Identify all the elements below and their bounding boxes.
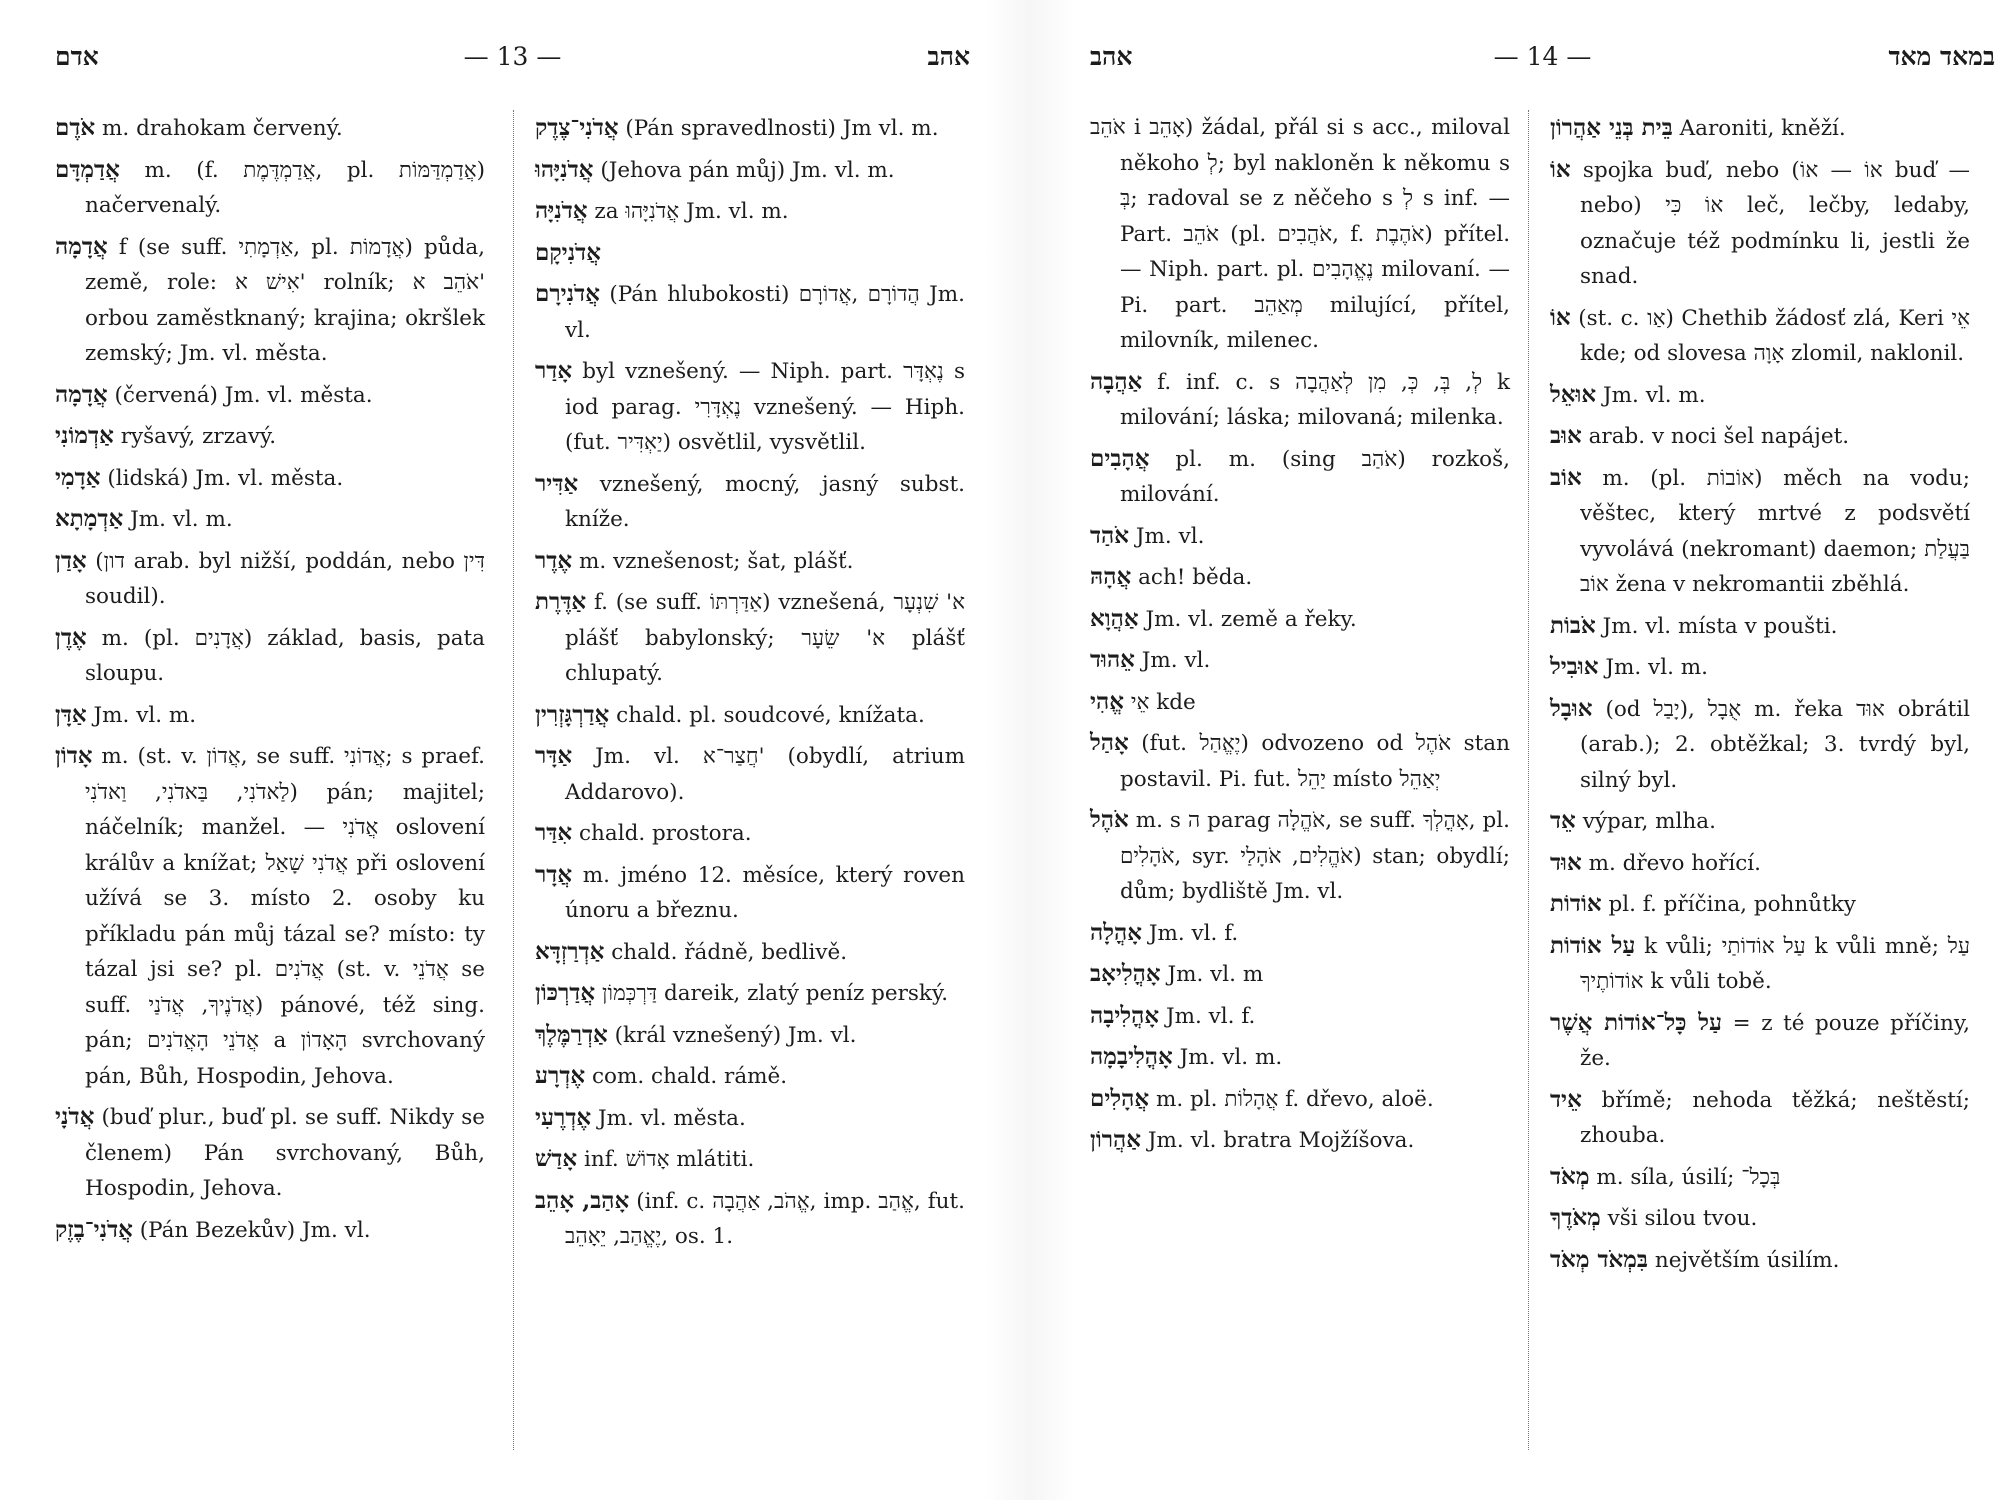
- headword: אָדוֹן: [55, 742, 93, 769]
- headword: אֱהִי: [1090, 687, 1125, 715]
- headword: אֲדֹנִי־בֶזֶק: [55, 1215, 133, 1243]
- definition: Jm. vl. m.: [1605, 655, 1708, 680]
- dictionary-entry: [1550, 460, 1970, 603]
- dictionary-entry: [535, 466, 965, 538]
- headword: אָדַשׁ: [535, 1145, 578, 1172]
- column: [535, 110, 965, 1260]
- headword: עַל אוֹדוֹת: [1550, 931, 1636, 959]
- dictionary-entry: [1550, 803, 1970, 840]
- dictionary-entry: [1090, 642, 1510, 679]
- definition: Jm. vl. země a řeky.: [1145, 606, 1357, 632]
- dictionary-entry: [1090, 998, 1510, 1035]
- definition: m. (pl. אֲדָנִים) základ, basis, pata sloupu.: [85, 625, 485, 686]
- dictionary-entry: [55, 1099, 485, 1207]
- book-gutter: [985, 0, 1075, 1500]
- dictionary-entry: [535, 543, 965, 580]
- headword: אָדַן: [55, 546, 87, 574]
- headword: אוּאֵל: [1550, 380, 1597, 408]
- dictionary-entry: [1090, 1039, 1510, 1076]
- headword: אֲדֹנִיָּהוּ: [535, 155, 594, 183]
- headword: אַדֶּרֶת: [535, 588, 587, 615]
- definition: m. (st. v. אֲדוֹן, se suff. אֲדוֹנִי; s praef. לַאדֹנִי, בַּאדֹנִי, וַאדֹנִי) pán; majitel; náčelník; manžel. — אֲדֹנִי oslovení králův a knížat; אֲדֹנִי שָׁאַל při oslovení užívá se 3. místo 2. osoby ku příkladu pán můj tázal se? místo: ty tázal jsi se? pl. אֲדֹנִים (st. v. אֲדֹנֵי se suff. אֲדֹנֶיךָ, אֲדֹנַי) pánové, též sing. pán; אֲדֹנֵי הָאֲדֹנִים a הָאָדוֹן svrchovaný pán, Bůh, Hospodin, Jehova.: [85, 744, 486, 1089]
- dictionary-entry: [535, 1058, 965, 1095]
- dictionary-entry: [1090, 684, 1510, 721]
- definition: (od יָבַל), אֻבָל m. řeka אוּד obrátil (arab.); 2. obtěžkal; 3. tvrdý byl, silný byl.: [1580, 696, 1970, 793]
- dictionary-entry: [1550, 845, 1970, 882]
- dictionary-entry: [1550, 152, 1970, 295]
- definition: chald. pl. soudcové, knížata.: [616, 702, 925, 728]
- definition: byl vznešený. — Niph. part. נֶאְדָּר s iod parag. נֶאְדָּרִי vznešený. — Hiph. (fut. יַאְדִּיר) osvětlil, vysvětlil.: [565, 359, 965, 455]
- page-header: [55, 42, 970, 82]
- definition: Jm. vl. m.: [1603, 382, 1706, 408]
- headword: אַדְמוֹנִי: [55, 422, 114, 449]
- definition: Jm. vl. bratra Mojžíšova.: [1147, 1128, 1415, 1153]
- dictionary-entry: [1090, 1081, 1510, 1118]
- headword: אֹבוֹת: [1550, 611, 1596, 639]
- dictionary-entry: [1090, 1122, 1510, 1159]
- definition: Jm. vl. f.: [1165, 1003, 1256, 1029]
- definition: výpar, mlha.: [1582, 809, 1716, 834]
- dictionary-entry: [1090, 518, 1510, 555]
- headword: אָהֳלִיאָב: [1090, 960, 1161, 987]
- headword: אַדְרַמֶּלֶךְ: [535, 1020, 608, 1048]
- definition: (דון arab. byl nižší, poddán, nebo דִּין soudil).: [85, 548, 485, 609]
- headword: אֲהָבִים: [1090, 444, 1150, 472]
- dictionary-entry: [535, 738, 965, 810]
- dictionary-entry: [1090, 915, 1510, 952]
- definition: = z té pouze příčiny, že.: [1580, 1010, 1970, 1071]
- dictionary-entry: [55, 697, 485, 734]
- headword: אֲדָר: [535, 860, 573, 888]
- dictionary-entry: [535, 1141, 965, 1178]
- definition: אֵי kde: [1130, 689, 1196, 715]
- definition: Jm. vl. m.: [1179, 1045, 1283, 1070]
- definition: Jm. vl.: [1135, 523, 1205, 549]
- definition: (červená) Jm. vl. města.: [114, 382, 373, 408]
- definition: pl. f. příčina, pohnůtky: [1608, 892, 1856, 917]
- dictionary-entry: [1090, 725, 1510, 797]
- dictionary-entry: [1550, 691, 1970, 799]
- definition: (st. c. אַו) Chethib žádosť zlá, Keri אֵי kde; od slovesa אָוָה zlomil, naklonil.: [1578, 305, 1970, 366]
- definition: Jm. vl. חֲצַר־א' (obydlí, atrium Addarovo).: [565, 744, 965, 805]
- dictionary-entry: [535, 235, 965, 272]
- headword: אֲדֹנִירָם: [535, 280, 600, 307]
- dictionary-entry: [535, 934, 965, 971]
- headword: אֲדֹנִיקָם: [535, 238, 602, 266]
- definition: ach! běda.: [1138, 565, 1253, 590]
- headword: בִּמְאֹד מְאֹד: [1550, 1245, 1649, 1273]
- headword: אַהֲוָא: [1090, 604, 1139, 632]
- dictionary-entry: [1550, 1082, 1970, 1154]
- headword: אֲדַמְדָּם: [55, 155, 120, 183]
- definition: inf. אָדוֹשׁ mlátiti.: [583, 1147, 755, 1172]
- dictionary-entry: [535, 353, 965, 461]
- guide-word-left: אהב: [1090, 42, 1133, 71]
- column-divider: [1528, 110, 1529, 1450]
- definition: m. jméno 12. měsíce, který roven únoru a březnu.: [565, 862, 965, 923]
- dictionary-entry: [55, 1212, 485, 1249]
- dictionary-entry: [1090, 601, 1510, 638]
- headword: אוּבִיל: [1550, 653, 1599, 680]
- headword: אֶדֶן: [55, 623, 87, 651]
- headword: אַהֲרוֹן: [1090, 1126, 1142, 1153]
- headword: אִדַּר: [535, 819, 573, 846]
- definition: m. (f. אֲדַמְדֶּמֶת, pl. אֲדַמְדַּמּוֹת) načervenalý.: [85, 157, 485, 218]
- definition: vši silou tvou.: [1607, 1206, 1758, 1231]
- dictionary-entry: [535, 1183, 965, 1255]
- dictionary-entry: [1090, 441, 1510, 513]
- dictionary-entry: [535, 1100, 965, 1137]
- dictionary-entry: [1550, 110, 1970, 147]
- definition: Jm. vl. místa v poušti.: [1602, 613, 1838, 639]
- headword: אַדְמָתָא: [55, 505, 124, 532]
- dictionary-entry: [55, 418, 485, 455]
- dictionary-entry: [1550, 1242, 1970, 1279]
- definition: pl. m. (sing אֹהַב) rozkoš, milování.: [1120, 446, 1510, 507]
- dictionary-entry: [535, 815, 965, 852]
- definition: (buď plur., buď pl. se suff. Nikdy se členem) Pán svrchovaný, Bůh, Hospodin, Jehova.: [85, 1105, 485, 1201]
- headword: אֹהַד: [1090, 521, 1130, 549]
- column: [1090, 110, 1510, 1164]
- headword: אֵד: [1550, 807, 1576, 834]
- headword: אָהַל: [1090, 729, 1129, 756]
- headword: אֲדָמָה: [55, 380, 108, 408]
- dictionary-entry: [55, 501, 485, 538]
- dictionary-entry: [55, 377, 485, 414]
- definition: (Pán hlubokosti) הֲדוֹרָם ,אֲדוֹרָם Jm. vl.: [565, 282, 965, 343]
- dictionary-entry: [55, 229, 485, 372]
- definition: (král vznešený) Jm. vl.: [614, 1022, 857, 1048]
- definition: m. (pl. אוֹבוֹת) měch na vodu; věštec, který mrtvé z podsvětí vyvolává (nekromant) daemon; בַּעֲלַת אוֹב žena v nekromantii zběhlá.: [1580, 465, 1970, 597]
- dictionary-entry: [1090, 364, 1510, 436]
- headword: מְאֹדֶךָ: [1550, 1204, 1601, 1231]
- headword: אֲהָהּ: [1090, 563, 1132, 590]
- headword: אֲדֹנִיָּה: [535, 197, 588, 224]
- definition: Jm. vl. f.: [1148, 920, 1239, 946]
- definition: com. chald. rámě.: [592, 1064, 788, 1089]
- dictionary-entry: [1090, 956, 1510, 993]
- guide-word-right: במאד מאד: [1888, 42, 1995, 71]
- headword: אֲדַרְגָּזְרִין: [535, 700, 610, 728]
- definition: m. s ה parag אֹהֱלָה, se suff. אָהֳלְךָ, pl. אֹהָלִים, syr. אֹהֱלִים, אֹהָלַי) stan; obydlí; dům; bydliště Jm. vl.: [1120, 808, 1510, 904]
- definition: Jm. vl.: [1141, 648, 1211, 673]
- headword: אַדִּיר: [535, 469, 579, 497]
- dictionary-entry: [55, 152, 485, 224]
- dictionary-entry: [55, 543, 485, 615]
- dictionary-entry: [1550, 377, 1970, 414]
- definition: Jm. vl. m.: [93, 702, 197, 728]
- headword: אוּב: [1550, 422, 1582, 449]
- headword: אַדְרַזְדָּא: [535, 937, 605, 965]
- guide-word-left: אדם: [55, 42, 99, 71]
- dictionary-entry: [1550, 1200, 1970, 1237]
- headword: אֹדֶם: [55, 114, 96, 141]
- headword: אֹהֶל: [1090, 806, 1129, 833]
- headword: אָדַר: [535, 357, 573, 384]
- definition: Jm. vl. m: [1167, 962, 1264, 987]
- dictionary-entry: [535, 1017, 965, 1054]
- dictionary-entry: [1090, 802, 1510, 910]
- dictionary-entry: [535, 193, 965, 230]
- definition: chald. prostora.: [578, 821, 752, 846]
- definition: arab. v noci šel napájet.: [1588, 424, 1850, 449]
- headword: אָהֳלָה: [1090, 918, 1142, 946]
- page-number: — 13 —: [463, 42, 562, 71]
- dictionary-entry: [1550, 886, 1970, 923]
- headword: אֲדַרְכּוֹן: [535, 979, 596, 1006]
- headword: אֲדֹנָי: [55, 1103, 95, 1130]
- dictionary-entry: [535, 584, 965, 692]
- page-14: [1090, 0, 1995, 1500]
- headword: אָהַב, אָהֵב: [535, 1186, 630, 1214]
- column: [55, 110, 485, 1253]
- headword: אַדָּן: [55, 700, 87, 728]
- headword: אֶדְרָע: [535, 1062, 586, 1089]
- headword: אַדָמִי: [55, 463, 101, 491]
- page-number: — 14 —: [1493, 42, 1592, 71]
- headword: אַהֲבָה: [1090, 367, 1143, 395]
- definition: (Pán spravedlnosti) Jm vl. m.: [625, 116, 939, 141]
- dictionary-entry: [55, 460, 485, 497]
- headword: אֶדֶר: [535, 546, 573, 574]
- dictionary-entry: [55, 110, 485, 147]
- dictionary-entry: [1090, 559, 1510, 596]
- dictionary-entry: [535, 975, 965, 1012]
- headword: אוֹ: [1550, 303, 1571, 331]
- headword: אֲדָמָה: [55, 232, 108, 260]
- definition: břímě; nehoda těžká; neštěstí; zhouba.: [1580, 1087, 1970, 1148]
- headword: אוֹדוֹת: [1550, 890, 1602, 917]
- dictionary-entry: [535, 152, 965, 189]
- definition: m. síla, úsilí; בְּכָל־: [1596, 1164, 1781, 1190]
- headword: אַדָּר: [535, 742, 573, 769]
- definition: největším úsilím.: [1654, 1247, 1840, 1273]
- dictionary-entry: [1550, 608, 1970, 645]
- dictionary-entry: [1550, 1005, 1970, 1077]
- dictionary-entry: [535, 697, 965, 734]
- headword: אָהֳלִיבָמָה: [1090, 1043, 1173, 1070]
- dictionary-entry: [1550, 418, 1970, 455]
- definition: f. (se suff. אַדַּרְתּוֹ) vznešená, א' שִׁנְעָר plášť babylonský; א' שֵׂעָר plášť chlupatý.: [565, 590, 965, 686]
- headword: אֵהוּד: [1090, 646, 1135, 673]
- headword: אוּד: [1550, 848, 1582, 876]
- definition: m. dřevo hořící.: [1588, 850, 1762, 876]
- definition: ryšavý, zrzavý.: [120, 424, 277, 449]
- dictionary-entry: [1550, 1159, 1970, 1196]
- definition: k vůli; עַל אוֹדוֹתַי k vůli mně; עַל אוֹדוֹתֶיךָ k vůli tobě.: [1580, 933, 1970, 994]
- headword: אוּבָל: [1550, 694, 1593, 722]
- headword: אוֹב: [1550, 463, 1582, 491]
- definition: vznešený, mocný, jasný subst. kníže.: [565, 471, 965, 532]
- definition: Jm. vl. m.: [130, 507, 233, 532]
- definition: (lidská) Jm. vl. města.: [107, 465, 344, 491]
- headword: אֶדְרֶעִי: [535, 1103, 592, 1131]
- dictionary-entry: [55, 738, 485, 1094]
- definition: f (se suff. אַדְמָתִי, pl. אֲדָמוֹת) půda, země, role: אִישׁ א' rolník; אֹהֵב א' orbou zaměstknaný; krajina; okršlek zemský; Jm. vl. města.: [85, 234, 485, 366]
- guide-word-right: אהב: [927, 42, 970, 71]
- headword: מְאֹד: [1550, 1162, 1590, 1190]
- definition: (Pán Bezekův) Jm. vl.: [139, 1217, 371, 1243]
- column-divider: [513, 110, 514, 1450]
- definition: (Jehova pán můj) Jm. vl. m.: [600, 157, 895, 183]
- definition: spojka buď, nebo (אוֹ — אוֹ buď — nebo) אוֹ כִּי leč, lečby, ledaby, označuje též podmínku li, jestli že snad.: [1580, 157, 1971, 289]
- column: [1550, 110, 1970, 1283]
- headword: אֲהָלִים: [1090, 1084, 1150, 1112]
- dictionary-entry: [1550, 928, 1970, 1000]
- definition: m. vznešenost; šat, plášť.: [578, 548, 854, 574]
- definition: m. pl. אֲהָלוֹת f. dřevo, aloë.: [1155, 1086, 1434, 1112]
- headword: עַל כָּל־אוֹדוֹת אֲשֶׁר: [1550, 1008, 1723, 1036]
- headword: אֵיד: [1550, 1085, 1582, 1113]
- dictionary-entry: [535, 110, 965, 147]
- page-13: [55, 0, 970, 1500]
- definition: Aaroniti, kněží.: [1679, 116, 1846, 141]
- headword: אוֹ: [1550, 155, 1571, 183]
- dictionary-entry: [1550, 300, 1970, 372]
- dictionary-entry: [535, 276, 965, 348]
- definition: Jm. vl. města.: [598, 1105, 746, 1131]
- dictionary-entry: [1550, 649, 1970, 686]
- definition: f. inf. c. s לְ, בְּ, כְּ, מִן לְאַהֲבָה k milování; láska; milovaná; milenka.: [1120, 369, 1510, 430]
- headword: אֲדֹנִי־צֶדֶק: [535, 114, 619, 141]
- dictionary-entry: [535, 857, 965, 929]
- definition: (fut. יֶאֱהַל) odvozeno od אֹהֶל stan postavil. Pi. fut. יַהֵל místo יְאַהֵל: [1120, 731, 1510, 792]
- definition: (inf. c. אֱהֹב, אַהֲבָה, imp. אֱהַב, fut. יֶאֱהַב, יֵאָהֵב, os. 1.: [565, 1188, 965, 1249]
- headword: אָהֳלִיבָה: [1090, 1001, 1160, 1029]
- page-header: [1090, 42, 1995, 82]
- definition: chald. řádně, bedlivě.: [611, 939, 848, 965]
- definition: אֹהֵב i אָהֵב) žádal, přál si s acc., miloval někoho לְ; byl nakloněn k někomu s בְּ; radoval se z něčeho s לְ s inf. — Part. אֹהֵב (pl. אֹהֲבִים, f. אֹהֶבֶת) přítel. — Niph. part. pl. נֶאֱהָבִים milovaní. — Pi. part. מְאַהֵב milující, přítel, milovník, milenec.: [1090, 115, 1511, 353]
- definition: za אֲדֹנִיָּהוּ Jm. vl. m.: [594, 199, 789, 224]
- headword: בֵּית בְּנֵי אַהֲרוֹן: [1550, 114, 1673, 141]
- definition: m. drahokam červený.: [102, 116, 343, 141]
- definition: דַּרְכְּמוֹן dareik, zlatý peníz perský.: [601, 981, 949, 1006]
- dictionary-entry: [1090, 110, 1510, 359]
- dictionary-entry: [55, 620, 485, 692]
